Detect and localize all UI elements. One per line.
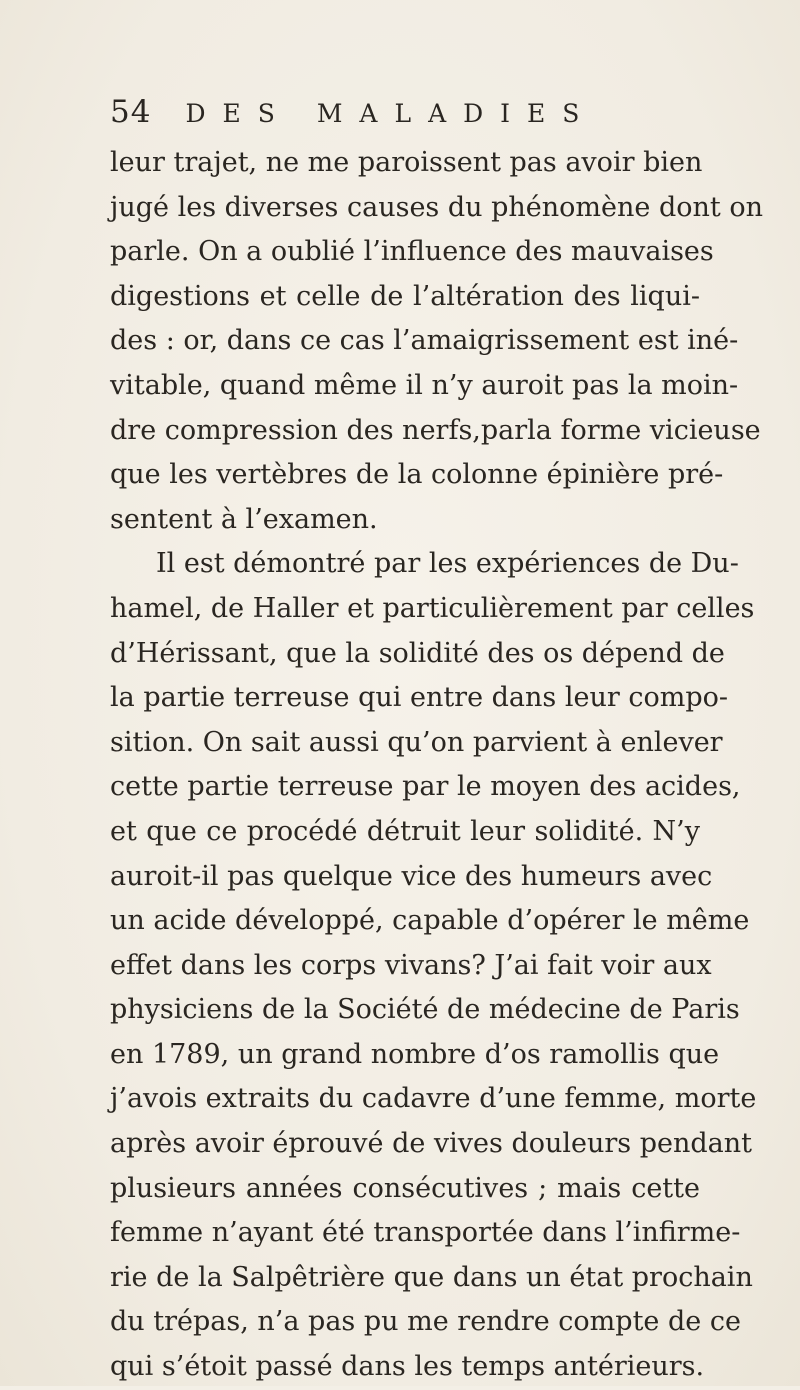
text-line: digestions et celle de l’altération des liqui- xyxy=(110,280,700,312)
text-line: cette partie terreuse par le moyen des acides, xyxy=(110,771,741,803)
running-title: DES MALADIES xyxy=(185,99,597,128)
text-line: du trépas, n’a pas pu me rendre compte de ce xyxy=(110,1306,741,1338)
page-number: 54 xyxy=(110,94,152,130)
text-line: jugé les diverses causes du phénomène dont on xyxy=(110,191,763,223)
text-line: la partie terreuse qui entre dans leur compo- xyxy=(110,682,728,714)
text-line: des : or, dans ce cas l’amaigrissement est iné- xyxy=(110,325,739,357)
text-line: et que ce procédé détruit leur solidité. N’y xyxy=(110,815,700,847)
text-line: que les vertèbres de la colonne épinière pré- xyxy=(110,459,724,491)
text-line: sentent à l’examen. xyxy=(110,503,378,535)
text-line: effet dans les corps vivans? J’ai fait voir aux xyxy=(110,949,712,981)
text-line: dre compression des nerfs,parla forme vicieuse xyxy=(110,414,761,446)
text-line: auroit-il pas quelque vice des humeurs avec xyxy=(110,860,713,892)
text-line: Il est démontré par les expériences de Du- xyxy=(156,548,739,580)
text-line: physiciens de la Société de médecine de Paris xyxy=(110,994,740,1026)
text-line: en 1789, un grand nombre d’os ramollis que xyxy=(110,1038,720,1070)
body-text xyxy=(110,141,763,1390)
text-line: j’avois extraits du cadavre d’une femme, morte xyxy=(110,1083,757,1115)
text-line: qui s’étoit passé dans les temps antérieurs. xyxy=(110,1351,705,1383)
text-line: après avoir éprouvé de vives douleurs pendant xyxy=(110,1128,753,1160)
text-line: leur trajet, ne me paroissent pas avoir bien xyxy=(110,147,703,178)
text-line: hamel, de Haller et particulièrement par celles xyxy=(110,592,755,624)
text-line: un acide développé, capable d’opérer le même xyxy=(110,905,750,937)
text-line: femme n’ayant été transportée dans l’infirme- xyxy=(110,1217,741,1249)
text-line: vitable, quand même il n’y auroit pas la moin- xyxy=(110,369,739,401)
text-line: parle. On a oublié l’influence des mauvaises xyxy=(110,236,714,268)
text-line: d’Hérissant, que la solidité des os dépend de xyxy=(110,637,725,669)
text-line: rie de la Salpêtrière que dans un état prochain xyxy=(110,1261,753,1293)
text-line: plusieurs années consécutives ; mais cette xyxy=(110,1172,700,1204)
page-header xyxy=(110,94,596,134)
text-line: sition. On sait aussi qu’on parvient à enlever xyxy=(110,726,723,758)
